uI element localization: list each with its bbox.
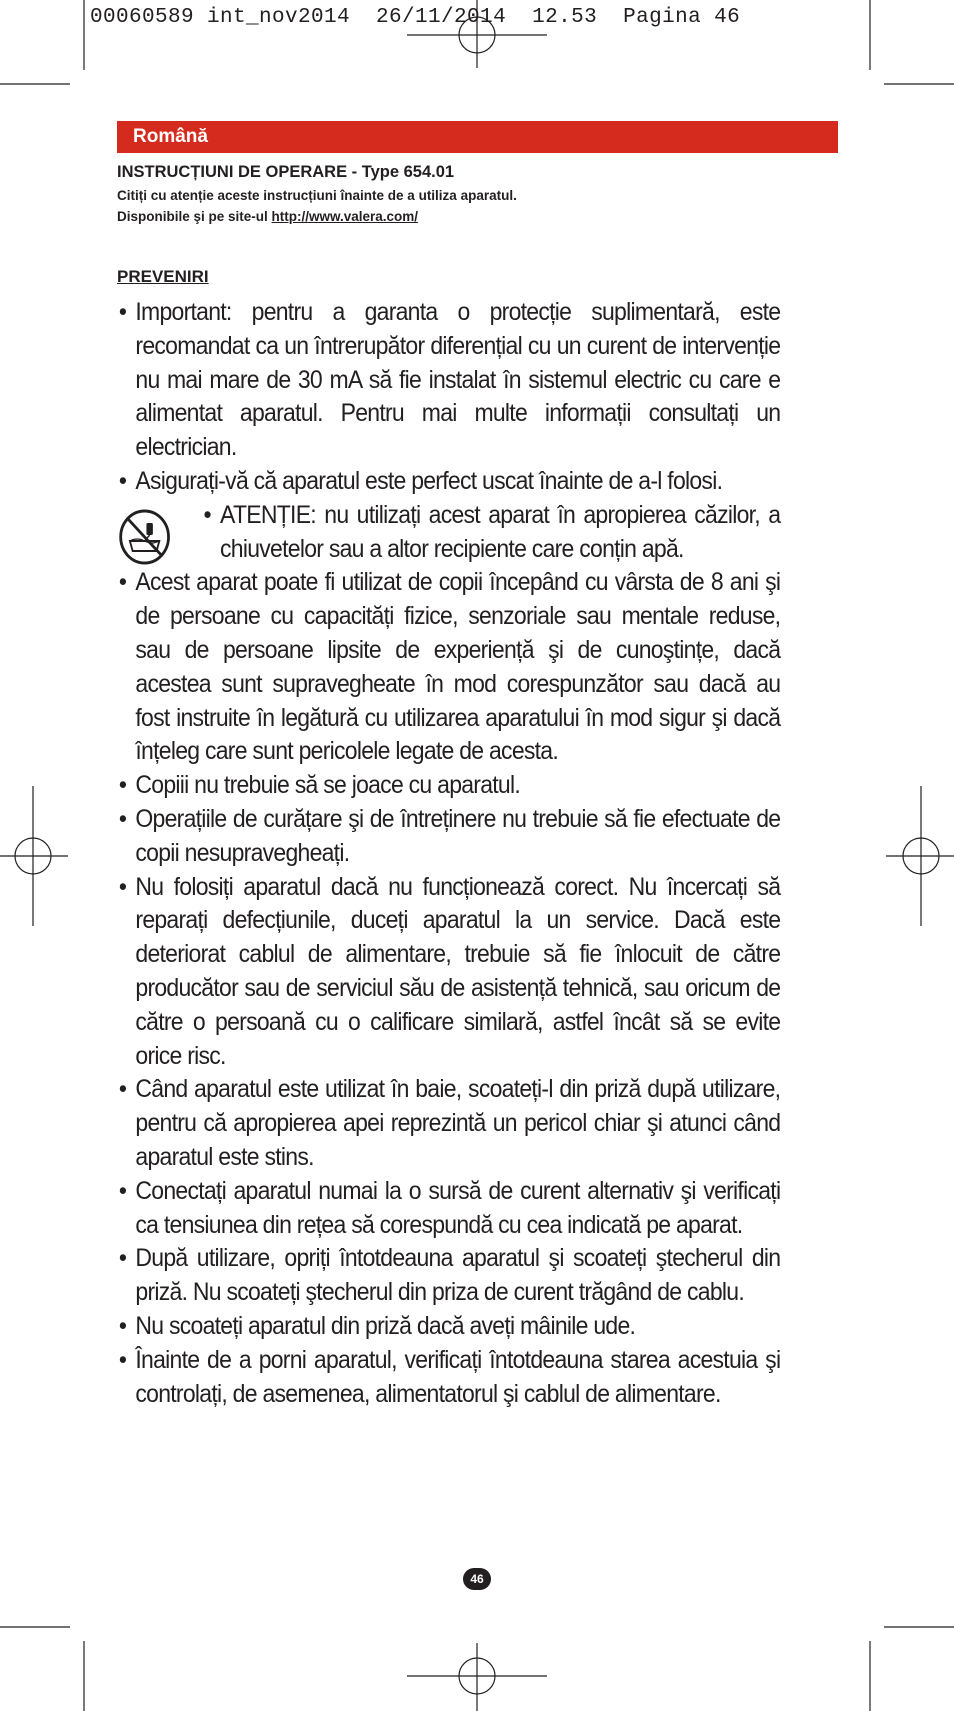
list-item: • Operațiile de curățare şi de întreținere nu trebuie să fie efectuate de copii nesupravegheați. bbox=[117, 803, 780, 871]
list-item-attention bbox=[117, 499, 780, 567]
list-item: • După utilizare, opriți întotdeauna aparatul şi scoateți ştecherul din priză. Nu scoateți ştecherul din priza de curent trăgând de cablu. bbox=[117, 1242, 780, 1310]
page-number: 46 bbox=[463, 1568, 491, 1590]
site-link[interactable]: http://www.valera.com/ bbox=[271, 209, 419, 224]
read-note: Citiți cu atenție aceste instrucțiuni înainte de a utiliza aparatul. bbox=[117, 188, 517, 203]
list-item: • Important: pentru a garanta o protecție suplimentară, este recomandat ca un întrerupător diferențial cu un curent de intervenție nu mai mare de 30 mA să fie instalat în sistemul electric cu care e alimentat aparatul. Pentru mai multe informații consultați un electrician. bbox=[117, 296, 780, 465]
no-water-warning-icon bbox=[117, 507, 172, 567]
list-item: • Copiii nu trebuie să se joace cu aparatul. bbox=[117, 769, 780, 803]
list-item: • Acest aparat poate fi utilizat de copii începând cu vârsta de 8 ani şi de persoane cu capacități fizice, senzoriale sau mentale reduse, sau de persoane lipsite de experiență şi de cunoştințe, dacă acestea sunt supravegheate în mod corespunzător sau dacă au fost instruite în legătură cu utilizarea aparatului în mod sigur şi dacă înțeleg care sunt pericolele legate de acesta. bbox=[117, 566, 780, 769]
list-item: • Nu folosiți aparatul dacă nu funcționează corect. Nu încercați să reparați defecțiunile, duceți aparatul la un service. Dacă este deteriorat cablul de alimentare, trebuie să fie înlocuit de către producător sau de serviciul său de asistență tehnică, sau oricum de către o persoană cu o calificare similară, astfel încât să se evite orice risc. bbox=[117, 871, 780, 1074]
print-slug: 00060589 int_nov2014 26/11/2014 12.53 Pagina 46 bbox=[90, 6, 741, 29]
intro-block bbox=[117, 163, 838, 230]
language-bar: Română bbox=[117, 121, 838, 153]
list-item: • Nu scoateți aparatul din priză dacă aveți mâinile ude. bbox=[117, 1310, 780, 1344]
site-note bbox=[117, 209, 838, 224]
list-item: • Când aparatul este utilizat în baie, scoateți-l din priză după utilizare, pentru că apropierea apei reprezintă un pericol chiar şi atunci când aparatul este stins. bbox=[117, 1073, 780, 1174]
warnings-list bbox=[117, 296, 780, 1411]
list-item: • Înainte de a porni aparatul, verificați întotdeauna starea acestuia şi controlați, de asemenea, alimentatorul şi cablul de alimentare. bbox=[117, 1344, 780, 1412]
list-item: • Conectați aparatul numai la o sursă de curent alternativ şi verificați ca tensiunea din rețea să corespundă cu cea indicată pe aparat. bbox=[117, 1175, 780, 1243]
list-item: • Asigurați-vă că aparatul este perfect uscat înainte de a-l folosi. bbox=[117, 465, 780, 499]
attention-text: ATENȚIE: nu utilizați acest aparat în apropierea căzilor, a chiuvetelor sau a altor recipiente care conțin apă. bbox=[220, 500, 781, 563]
instructions-title: INSTRUCȚIUNI DE OPERARE - Type 654.01 bbox=[117, 163, 455, 181]
site-prefix: Disponibile şi pe site-ul bbox=[117, 209, 272, 224]
section-title: PREVENIRI bbox=[117, 267, 209, 286]
